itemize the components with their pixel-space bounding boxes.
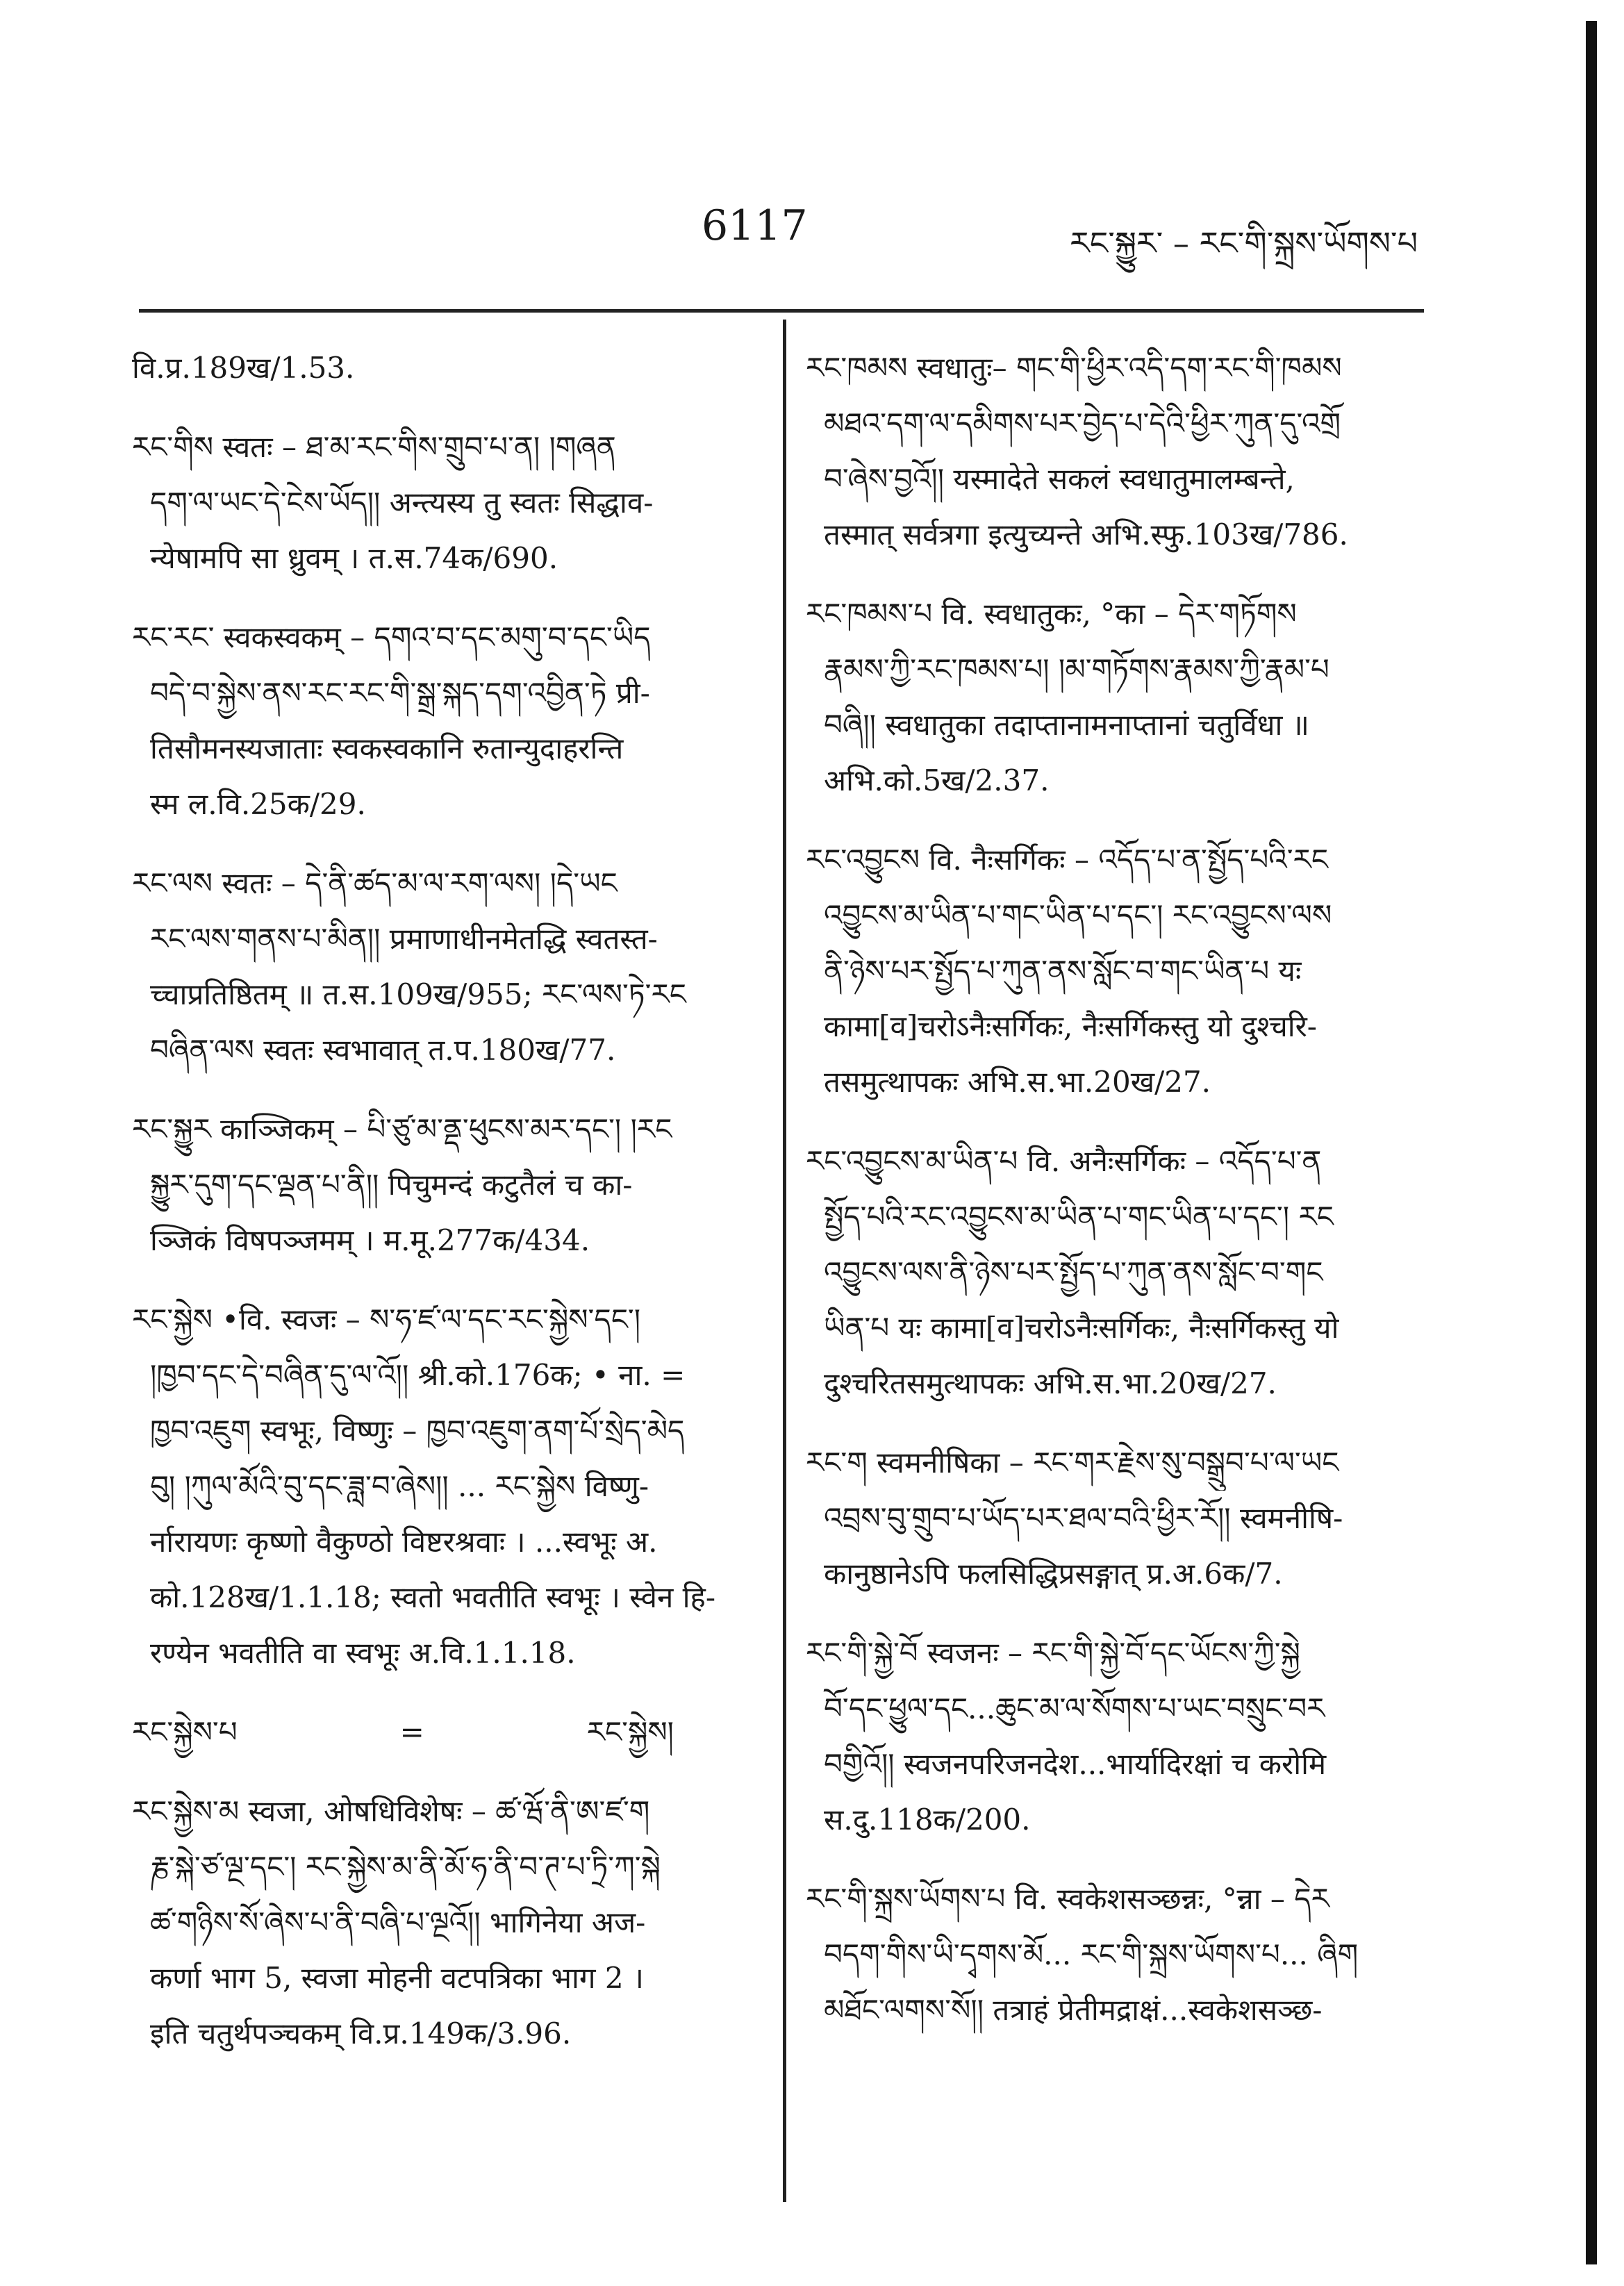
page-edge-bar [1586, 21, 1597, 2264]
entry-text-line: བུ། །ཀུལ་མོའི་བུ་དང་ཟླ་བ་ཞེས།། ... རང་སྐྱེས विष्णु- [150, 1469, 649, 1503]
entry-text-line: कर्णा भाग 5, स्वजा मोहनी वटपत्रिका भाग 2 । [150, 1961, 644, 1995]
entry-text-line: ཡིན་པ यः कामा[व]चरोऽनैःसर्गिकः, नैःसर्गिकस्तु यो [824, 1311, 1339, 1345]
entry-headword-line: རང་ཁམས स्वधातुः– གང་གི་ཕྱིར་འདི་དག་རང་གི་ཁམས [806, 351, 1342, 385]
cross-reference-entry [132, 1705, 674, 1760]
entry-headword-line: རང་ལས स्वतः – དེ་ནི་ཚད་མ་ལ་རག་ལས། །དེ་ཡང [132, 866, 618, 900]
entry-headword-line: རང་སྐྱེས་མ स्वजा, ओषधिविशेषः – ཚ་ཝོ་ནི་ཨ་ཛ་ག [132, 1794, 650, 1828]
entry-text-line: को.128ख/1.1.18; स्वतो भवतीति स्वभूः । स्वेन हि- [150, 1580, 716, 1614]
running-head: རང་སྐྱུར་ – རང་གི་སྐྲས་ཡོགས་པ [1070, 224, 1418, 262]
entry-text-line: དག་ལ་ཡང་དེ་ངེས་ཡོད།། अन्त्यस्य तु स्वतः सिद्धाव- [150, 486, 654, 520]
right-column [806, 340, 1431, 2062]
entry-text-line: འབྲས་བུ་གྲུབ་པ་ཡོད་པར་ཐལ་བའི་ཕྱིར་རོ།། स्वमनीषि- [824, 1501, 1343, 1535]
entry-text-line: བ་ཞེས་བྱའོ།། यस्मादेते सकलं स्वधातुमालम्बन्ते, [824, 462, 1295, 496]
entry-text-line: བཞི།། स्वधातुका तदाप्तानामनाप्तानां चतुर्विधा ॥ [824, 708, 1309, 742]
entry-text-line: བགྱིའོ།། स्वजनपरिजनदेश...भार्यादिरक्षां च करोमि [824, 1747, 1327, 1781]
left-entries [132, 420, 757, 2062]
entry-text-line: བདེ་བ་སྐྱེས་ནས་རང་རང་གི་སྒྲ་སྐད་དག་འབྱིན་ཏེ प्री- [150, 676, 650, 710]
entry-text-line: इति चतुर्थपञ्चकम् वि.प्र.149क/3.96. [150, 2016, 572, 2051]
entry-text-line: བཞིན་ལས स्वतः स्वभावात् त.प.180ख/77. [150, 1033, 616, 1067]
entry-text-line: སྐྱུར་དུག་དང་ལྡན་པ་ནི།། पिचुमन्दं कटुतैलं च का- [150, 1168, 633, 1202]
entry-headword-line: རང་གིས स्वतः – ཐ་མ་རང་གིས་གྲུབ་པ་ན། །གཞན [132, 430, 616, 464]
dictionary-entry [132, 420, 757, 586]
entry-text-line: तिसौमनस्यजाताः स्वकस्वकानि रुतान्युदाहरन्ति [150, 731, 624, 765]
entry-headword-line: རང་སྐྱུར काञ्जिकम् – པི་ཙུ་མ་ནྡ་ཕུངས་མར་དང་། །རང [132, 1112, 672, 1146]
dictionary-entry [806, 586, 1431, 809]
dictionary-entry [132, 856, 757, 1078]
entry-text-line: कानुष्ठानेऽपि फलसिद्धिप्रसङ्गात् प्र.अ.6क/7. [824, 1557, 1283, 1591]
entry-text-line: स.दु.118क/200. [824, 1803, 1031, 1837]
header-rule [139, 309, 1424, 313]
cross-reference-part: རང་སྐྱེས། [586, 1715, 674, 1749]
entry-text-line: རྣམས་ཀྱི་རང་ཁམས་པ། །མ་གཏོགས་རྣམས་ཀྱི་རྣམ་པ [824, 652, 1329, 686]
dictionary-entry [806, 1871, 1431, 2038]
dictionary-entry [806, 1134, 1431, 1411]
entry-text-line: རྞ་སྐེ་ཙ་ལྔ་དང་། རང་སྐྱེས་མ་ནི་མོ་ཧ་ནི་བ་ཊ་པ་ཏྲི་ཀ་སྐེ [150, 1850, 661, 1884]
entry-text-line: कामा[व]चरोऽनैःसर्गिकः, नैःसर्गिकस्तु यो दुश्चरि- [824, 1009, 1317, 1043]
entry-text-line: ཁྱབ་འཇུག स्वभूः, विष्णुः – ཁྱབ་འཇུག་ནག་པོ་སྲེད་མེད [150, 1414, 685, 1448]
entry-headword-line: རང་གི་སྐྱེ་བོ स्वजनः – རང་གི་སྐྱེ་བོ་དང་ཡོངས་ཀྱི་སྐྱེ [806, 1636, 1300, 1670]
entry-text-line: མཐོང་ལགས་སོ།། तत्राहं प्रेतीमद्राक्षं...स्वकेशसञ्छ- [824, 1993, 1323, 2027]
dictionary-entry [806, 340, 1431, 563]
entry-text-line: तसमुत्थापकः अभि.स.भा.20ख/27. [824, 1065, 1211, 1099]
dictionary-entry [806, 1435, 1431, 1602]
cross-reference-part: རང་སྐྱེས་པ [132, 1715, 238, 1749]
entry-text-line: སྤྱོད་པའི་རང་འབྱུངས་མ་ཡིན་པ་གང་ཡིན་པ་དང་། རང [824, 1200, 1334, 1234]
entry-text-line: तस्मात् सर्वत्रगा इत्युच्यन्ते अभि.स्फु.103ख/786. [824, 517, 1348, 552]
right-entries [806, 340, 1431, 2038]
entry-text-line: रण्येन भवतीति वा स्वभूः अ.वि.1.1.18. [150, 1636, 576, 1670]
cross-reference-part: = [399, 1715, 424, 1749]
entry-text-line: ཚ་གཉིས་སོ་ཞེས་པ་ནི་བཞི་པ་ལྔའོ།། भागिनेया अज- [150, 1905, 646, 1939]
entry-headword-line: རང་གི་སྐྲས་ཡོགས་པ वि. स्वकेशसञ्छन्नः, °न्ना – དེར [806, 1882, 1329, 1916]
entry-text-line: མཐའ་དག་ལ་དམིགས་པར་བྱེད་པ་དེའི་ཕྱིར་ཀུན་དུ་འགྲོ [824, 406, 1341, 440]
entry-headword-line: རང་ག स्वमनीषिका – རང་གར་རྗེས་སུ་བསྒྲུབ་པ་ལ་ཡང [806, 1446, 1339, 1480]
entry-headword-line: རང་འབྱུངས वि. नैःसर्गिकः – འདོད་པ་ན་སྤྱོད་པའི་རང [806, 843, 1328, 877]
entry-text-line: स्म ल.वि.25क/29. [150, 787, 366, 821]
dictionary-entry [132, 610, 757, 832]
column-divider [783, 320, 786, 2202]
entry-text-line: न्येषामपि सा ध्रुवम् । त.स.74क/690. [150, 541, 558, 575]
entry-text-line: །ཁྱབ་དང་དེ་བཞིན་དུ་ལ་འོ།། श्री.को.176क; • ना. = [150, 1358, 686, 1392]
entry-text-line: अभि.को.5ख/2.37. [824, 763, 1050, 797]
continuation-reference: वि.प्र.189ख/1.53. [132, 351, 355, 385]
entry-headword-line: རང་རང་ स्वकस्वकम् – དགའ་བ་དང་མགུ་བ་དང་ཡིད [132, 620, 651, 654]
left-column [132, 340, 757, 2085]
dictionary-entry [806, 1625, 1431, 1848]
entry-text-line: ནི་ཉེས་པར་སྤྱོད་པ་ཀུན་ནས་སློང་བ་གང་ཡིན་པ यः [824, 954, 1302, 988]
entry-headword-line: རང་ཁམས་པ वि. स्वधातुकः, °का – དེར་གཏོགས [806, 597, 1297, 631]
entry-text-line: རང་ལས་གནས་པ་མིན།། प्रमाणाधीनमेतद्धि स्वतस्त- [150, 922, 658, 956]
entry-headword-line: རང་སྐྱེས •वि. स्वजः – ས་ཧ་ཛ་ལ་དང་རང་སྐྱེས་དང་། [132, 1302, 641, 1336]
entry-text-line: च्चाप्रतिष्ठितम् ॥ त.स.109ख/955; རང་ལས་ཏེ་རང [150, 977, 686, 1011]
entry-text-line: འབྱུངས་ལས་ནི་ཉེས་པར་སྤྱོད་པ་ཀུན་ནས་སློང་བ་གང [824, 1255, 1323, 1289]
entry-text-line: र्नारायणः कृष्णो वैकुण्ठो विष्टरश्रवाः । ...स्वभूः अ. [150, 1525, 658, 1559]
entry-headword-line: རང་འབྱུངས་མ་ཡིན་པ वि. अनैःसर्गिकः – འདོད་པ་ན [806, 1144, 1322, 1178]
entry-text-line: ञ्जिकं विषपञ्जमम् । म.मू.277क/434. [150, 1223, 590, 1257]
dictionary-entry [132, 1102, 757, 1268]
dictionary-entry [806, 832, 1431, 1110]
page-number: 6117 [702, 201, 808, 250]
entry-text-line: བདག་གིས་ཡི་དྭགས་མོ... རང་གི་སྐྲས་ཡོགས་པ... ཞིག [824, 1937, 1359, 1971]
entry-text-line: दुश्चरितसमुत्थापकः अभि.स.भा.20ख/27. [824, 1366, 1277, 1400]
dictionary-entry [132, 1784, 757, 2062]
entry-text-line: འབྱུངས་མ་ཡིན་པ་གང་ཡིན་པ་དང་། རང་འབྱུངས་ལས [824, 898, 1332, 932]
dictionary-entry [132, 1292, 757, 1681]
entry-text-line: བོ་དང་ཕྱུལ་དང...ཆུང་མ་ལ་སོགས་པ་ཡང་བསྲུང་བར [824, 1691, 1325, 1725]
